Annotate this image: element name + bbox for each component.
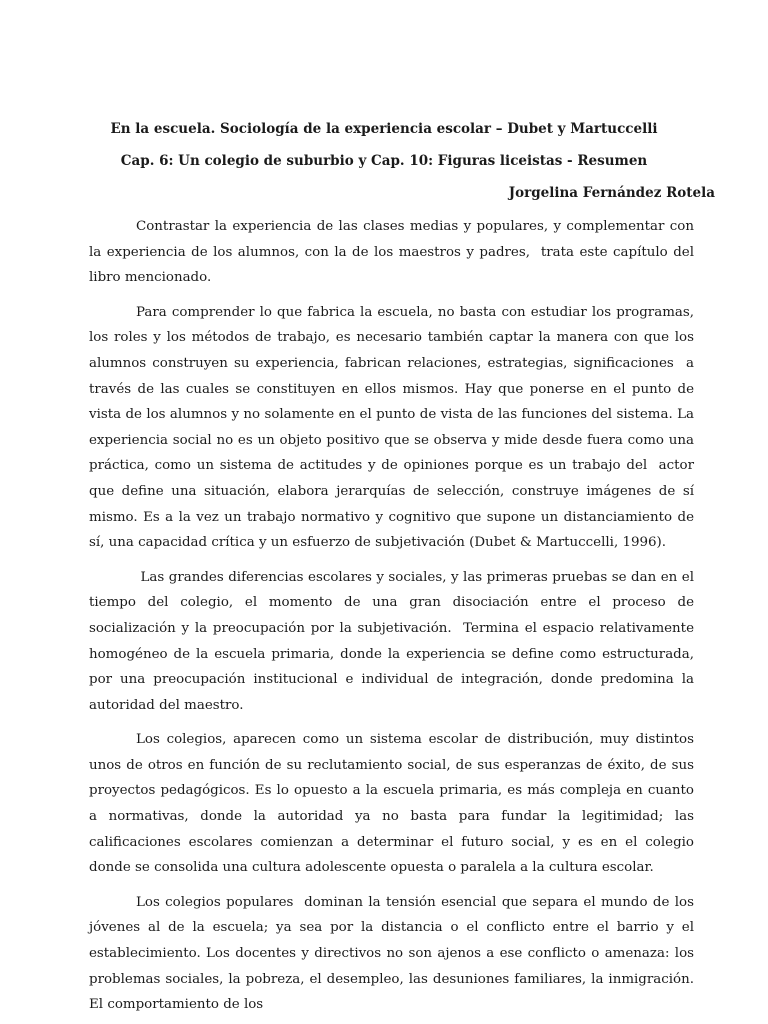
document-author: Jorgelina Fernández Rotela [508,185,715,201]
paragraph-2: Para comprender lo que fabrica la escuela, no basta con estudiar los programas, los roles y los métodos de trabajo, es necesario también captar la manera con que los alumnos construyen su experiencia, fabrican relaciones, estrategias, significaciones a través de las cuales se constituyen en ellos mismos. Hay que ponerse en el punto de vista de los alumnos y no solamente en el punto de vista de las funciones del sistema. La experiencia social no es un objeto positivo que se observa y mide desde fuera como una práctica, como un sistema de actitudes y de opiniones porque es un trabajo del actor que define una situación, elabora jerarquías de selección, construye imágenes de sí mismo. Es a la vez un trabajo normativo y cognitivo que supone un distanciamiento de sí, una capacidad crítica y un esfuerzo de subjetivación (Dubet & Martuccelli, 1996). [89,304,699,551]
paragraph-5: Los colegios populares dominan la tensión esencial que separa el mundo de los jóvenes al de la escuela; ya sea por la distancia o el conflicto entre el barrio y el establecimiento. Los docentes y directivos no son ajenos a ese conflicto o amenaza: los problemas sociales, la pobreza, el desempleo, las desuniones familiares, la inmigración. El comportamiento de los [89,894,699,1013]
document-subtitle: Cap. 6: Un colegio de suburbio y Cap. 10: Figuras liceistas - Resumen [120,153,648,169]
document-title: En la escuela. Sociología de la experiencia escolar – Dubet y Martuccelli [110,121,658,137]
document-body [89,214,699,1024]
paragraph-4: Los colegios, aparecen como un sistema escolar de distribución, muy distintos unos de otros en función de su reclutamiento social, de sus esperanzas de éxito, de sus proyectos pedagógicos. Es lo opuesto a la escuela primaria, es más compleja en cuanto a normativas, donde la autoridad ya no basta para fundar la legitimidad; las calificaciones escolares comienzan a determinar el futuro social, y es en el colegio donde se consolida una cultura adolescente opuesta o paralela a la cultura escolar. [89,732,699,876]
paragraph-3: Las grandes diferencias escolares y sociales, y las primeras pruebas se dan en el tiempo del colegio, el momento de una gran disociación entre el proceso de socialización y la preocupación por la subjetivación. Termina el espacio relativamente homogéneo de la escuela primaria, donde la experiencia se define como estructurada, por una preocupación institucional e individual de integración, donde predomina la autoridad del maestro. [89,569,699,713]
paragraph-1: Contrastar la experiencia de las clases medias y populares, y complementar con la experiencia de los alumnos, con la de los maestros y padres, trata este capítulo del libro mencionado. [89,219,699,286]
